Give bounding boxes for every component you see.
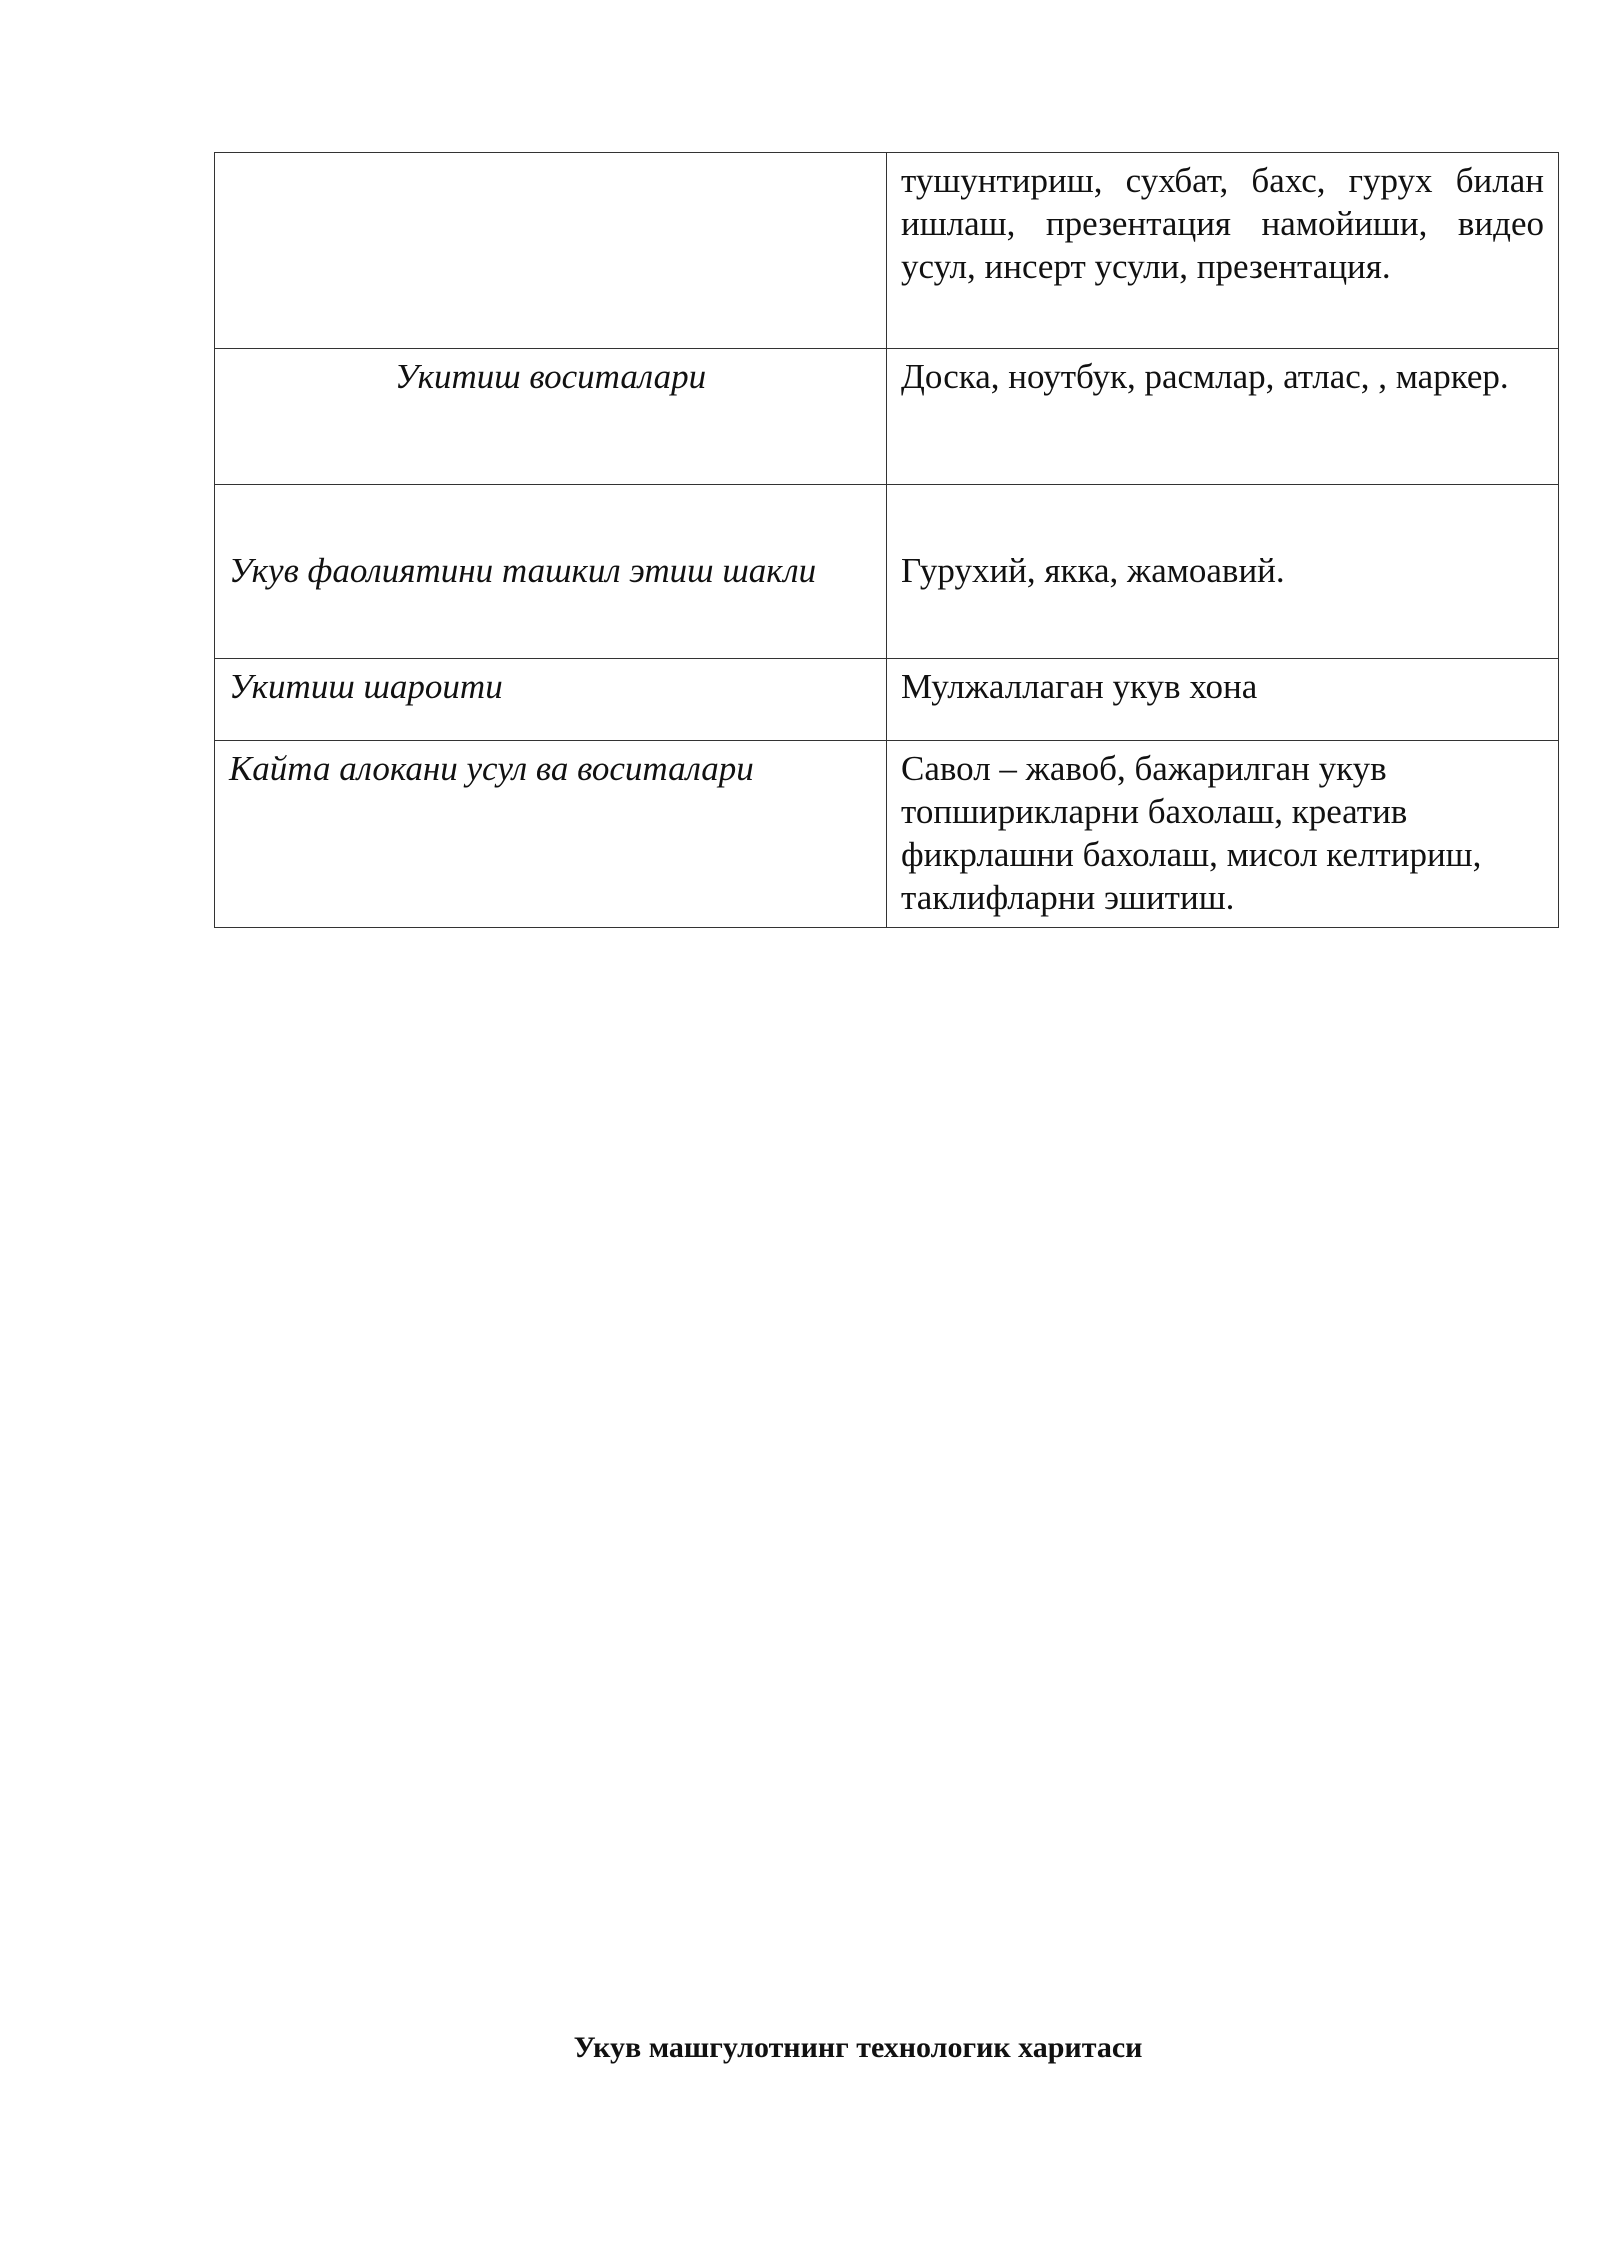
table-cell-value: Савол – жавоб, бажарилган укув топширикларни бахолаш, креатив фикрлашни бахолаш, мисол келтириш, таклифларни эшитиш. xyxy=(887,741,1559,928)
table-cell-value: тушунтириш, сухбат, бахс, гурух билан ишлаш, презентация намойиши, видео усул, инсерт усули, презентация. xyxy=(887,153,1559,349)
table-cell-value: Гурухий, якка, жамоавий. xyxy=(887,485,1559,659)
table-row xyxy=(215,741,1559,928)
section-heading: Укув машгулотнинг технологик харитаси xyxy=(573,2031,1143,2064)
table-row xyxy=(215,153,1559,349)
table-row xyxy=(215,349,1559,485)
table-cell-label: Укитиш воситалари xyxy=(215,349,887,485)
lesson-info-table xyxy=(214,152,1559,928)
table-cell-value: Доска, ноутбук, расмлар, атлас, , маркер. xyxy=(887,349,1559,485)
table-cell-label: Укув фаолиятини ташкил этиш шакли xyxy=(215,485,887,659)
table-row xyxy=(215,659,1559,741)
table-cell-label xyxy=(215,153,887,349)
table-cell-label: Укитиш шароити xyxy=(215,659,887,741)
table-row xyxy=(215,485,1559,659)
table-cell-label: Кайта алокани усул ва воситалари xyxy=(215,741,887,928)
table-cell-value: Мулжаллаган укув хона xyxy=(887,659,1559,741)
